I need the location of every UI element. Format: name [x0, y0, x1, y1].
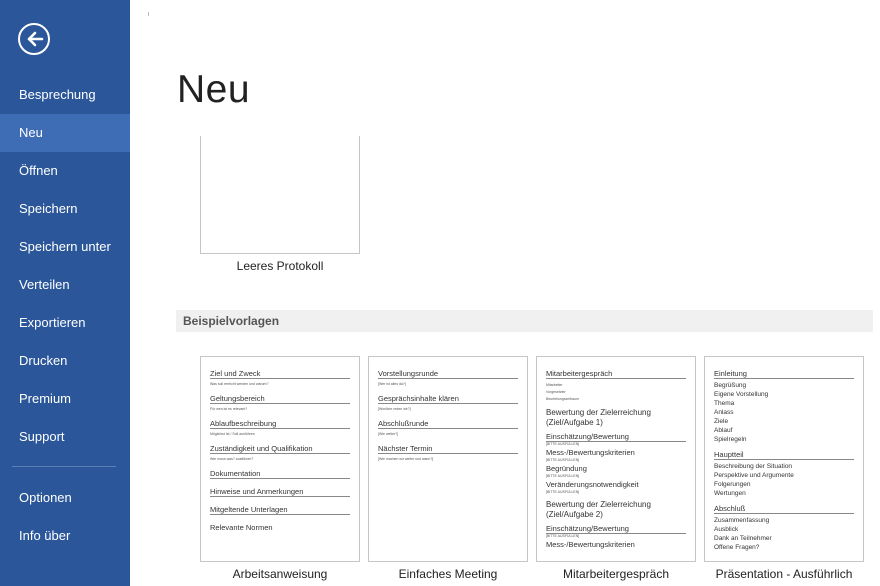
template-line: Vorstellungsrunde	[378, 369, 439, 378]
template-line: Gesprächsinhalte klären	[378, 394, 459, 403]
divider-mark	[148, 12, 149, 16]
template-line: Folgerungen	[714, 481, 751, 488]
template-line: Nächster Termin	[378, 444, 433, 453]
nav-info-ueber[interactable]: Info über	[19, 528, 71, 543]
template-line: Dank an Teilnehmer	[714, 535, 772, 542]
nav-besprechung[interactable]: Besprechung	[19, 87, 96, 102]
template-line: Bewertung der Zielerreichung	[546, 408, 651, 417]
template-line: Begründung	[546, 464, 587, 473]
template-rule	[378, 428, 518, 429]
nav-neu[interactable]: Neu	[0, 114, 130, 152]
blank-template-label[interactable]: Leeres Protokoll	[236, 259, 324, 273]
template-line: [BITTE AUSFÜLLEN]	[546, 442, 580, 446]
template-line: Bewertung der Zielerreichung	[546, 500, 651, 509]
template-line: Was soll erreicht werden und warum?	[210, 382, 269, 386]
template-rule	[714, 378, 854, 379]
template-line: Hinweise und Anmerkungen	[210, 487, 304, 496]
template-line: Ablauf	[714, 427, 733, 434]
template-line: Ausblick	[714, 526, 739, 533]
section-title: Beispielvorlagen	[183, 314, 280, 328]
template-rule	[210, 514, 350, 515]
template-line: Mitarbeitergespräch	[546, 369, 613, 378]
template-rule	[714, 513, 854, 514]
template-line: Für wen ist es relevant?	[210, 407, 248, 411]
template-line: Ziel und Zweck	[210, 369, 261, 378]
template-line: Ablaufbeschreibung	[210, 419, 277, 428]
template-line: Hauptteil	[714, 450, 744, 459]
template-line: Veränderungsnotwendigkeit	[546, 480, 639, 489]
template-line: (Ziel/Aufgabe 2)	[546, 510, 603, 519]
template-rule	[210, 403, 350, 404]
nav-speichern-unter[interactable]: Speichern unter	[19, 239, 111, 254]
blank-template-thumbnail[interactable]	[200, 136, 360, 254]
template-line: Beurteilungszeitraum	[546, 397, 579, 401]
template-label[interactable]: Einfaches Meeting	[398, 567, 498, 581]
template-rule	[378, 453, 518, 454]
template-rule	[378, 378, 518, 379]
template-line: Abschlußrunde	[378, 419, 429, 428]
template-label[interactable]: Mitarbeitergespräch	[562, 567, 670, 581]
template-line: Möglichst Ist / Soll ausführen	[210, 432, 255, 436]
template-praesentation-ausfuehrlich[interactable]	[704, 356, 864, 562]
template-line: Dokumentation	[210, 469, 261, 478]
template-line: Wer muss was? ausführen?	[210, 457, 254, 461]
template-line: Vorgesetzter	[546, 390, 566, 394]
template-rule	[546, 378, 686, 379]
template-line: Mitarbeiter	[546, 383, 563, 387]
section-header	[176, 310, 873, 332]
template-line: Einschätzung/Bewertung	[546, 432, 629, 441]
template-line: [Worüber reden wir?]	[378, 407, 411, 411]
nav-divider	[12, 466, 116, 467]
template-line: Offene Fragen?	[714, 544, 760, 551]
template-line: Zusammenfassung	[714, 517, 770, 524]
template-line: Begrüßung	[714, 382, 747, 389]
nav-support[interactable]: Support	[19, 429, 65, 444]
template-line: Thema	[714, 400, 735, 407]
nav-optionen[interactable]: Optionen	[19, 490, 72, 505]
nav-premium[interactable]: Premium	[19, 391, 72, 406]
template-line: [Wer ist alles da?]	[378, 382, 406, 386]
template-line: Relevante Normen	[210, 523, 273, 532]
template-line: Zuständigkeit und Qualifikation	[210, 444, 313, 453]
template-line: [Wie weiter?]	[378, 432, 399, 436]
template-line: Anlass	[714, 409, 734, 416]
template-line: Abschluß	[714, 504, 746, 513]
template-line: [BITTE AUSFÜLLEN]	[546, 474, 580, 478]
template-line: Mess-/Bewertungskriterien	[546, 540, 635, 549]
template-line: [BITTE AUSFÜLLEN]	[546, 458, 580, 462]
template-einfaches-meeting[interactable]	[368, 356, 528, 562]
nav-oeffnen[interactable]: Öffnen	[19, 163, 58, 178]
template-line: Perspektive und Argumente	[714, 472, 794, 479]
back-button[interactable]	[18, 23, 50, 55]
template-rule	[210, 378, 350, 379]
template-line: [BITTE AUSFÜLLEN]	[546, 534, 580, 538]
template-label[interactable]: Präsentation - Ausführlich	[715, 567, 853, 581]
template-line: Mess-/Bewertungskriterien	[546, 448, 635, 457]
template-rule	[714, 459, 854, 460]
template-arbeitsanweisung[interactable]	[200, 356, 360, 562]
template-rule	[378, 403, 518, 404]
nav-drucken[interactable]: Drucken	[19, 353, 68, 368]
arrow-left-icon	[20, 25, 52, 57]
template-rule	[210, 428, 350, 429]
template-line: [BITTE AUSFÜLLEN]	[546, 490, 580, 494]
backstage-sidebar	[0, 0, 130, 586]
template-line: Einschätzung/Bewertung	[546, 524, 629, 533]
template-line: Eigene Vorstellung	[714, 391, 769, 398]
template-mitarbeitergespraech[interactable]	[536, 356, 696, 562]
template-line: Ziele	[714, 418, 729, 425]
template-line: [Wie machen wir weiter und wann?]	[378, 457, 434, 461]
page-title: Neu	[177, 68, 251, 111]
template-line: Spielregeln	[714, 436, 747, 443]
template-line: Beschreibung der Situation	[714, 463, 793, 470]
template-rule	[210, 453, 350, 454]
nav-speichern[interactable]: Speichern	[19, 201, 78, 216]
template-line: Einleitung	[714, 369, 747, 378]
template-line: Mitgeltende Unterlagen	[210, 505, 288, 514]
nav-verteilen[interactable]: Verteilen	[19, 277, 70, 292]
template-label[interactable]: Arbeitsanweisung	[232, 567, 328, 581]
template-rule	[210, 478, 350, 479]
template-line: Geltungsbereich	[210, 394, 265, 403]
template-rule	[210, 496, 350, 497]
template-line: (Ziel/Aufgabe 1)	[546, 418, 603, 427]
template-line: Wertungen	[714, 490, 746, 497]
nav-exportieren[interactable]: Exportieren	[19, 315, 86, 330]
